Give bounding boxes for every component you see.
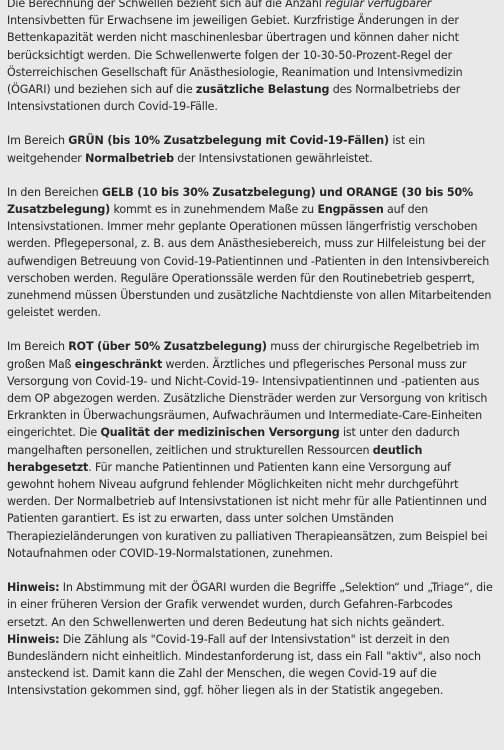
paragraph-green-zone [7,132,494,166]
note-counting [7,631,494,700]
text-segment: GRÜN (bis 10% Zusatzbelegung mit Covid-19-Fällen) [68,134,389,148]
text-segment: zusätzliche Belastung [195,83,330,97]
text-segment: Die Zählung als "Covid-19-Fall auf der Intensivstation" ist derzeit in den Bundesländern nicht einheitlich. Mindestanforderung ist, dass ein Fall "aktiv", also noch ansteckend ist. Damit kann die Zahl der Menschen, die wegen Covid-19 auf die Intensivstation gekommen sind, ggf. höher liegen als in der Statistik angegeben. [7,632,481,698]
text-segment: In Abstimmung mit der ÖGARI wurden die Begriffe „Selektion“ und „Triage“, die in einer früheren Version der Grafik verwendet wurden, durch Gefahren-Farbcodes ersetzt. An den Schwellenwerten und deren Bedeutung hat sich nichts geändert. [7,581,493,629]
text-segment: ist unter den dadurch mangelhaften personellen, zeitlichen und strukturellen Ressourcen [7,426,460,457]
text-segment: . Für manche Patientinnen und Patienten kann eine Versorgung auf gewohnt hohem Niveau aufgrund fehlender Möglichkeiten nicht mehr durchgeführt werden. Der Normalbetrieb auf Intensivstationen ist nicht mehr für alle Patientinnen und Patienten garantiert. Es ist zu erwarten, dass unter solchen Umständen Therapiezieländerungen von kurativen zu palliativen Therapieansätzen, zum Beispiel bei Notaufnahmen oder COVID-19-Normalstationen, zunehmen. [7,460,488,560]
text-segment: In den Bereichen [7,185,102,199]
text-segment: Die Berechnung der Schwellen bezieht sich auf die Anzahl [7,0,326,10]
text-segment: Im Bereich [7,134,69,148]
text-segment: auf den Intensivstationen. Immer mehr geplante Operationen müssen längerfristig verschoben werden. Pflegepersonal, z. B. aus dem Anästhesiebereich, muss zur Hilfeleistung bei der aufwendigen Betreuung von Covid-19-Patientinnen und -Patienten in den Intensivbereich verschoben werden. Reguläre Operationssäle werden für den Routinebetrieb gesperrt, zunehmend müssen Überstunden und zusätzliche Nachtdienste von allen Mitarbeitenden geleistet werden. [7,203,492,320]
text-segment: eingeschränkt [74,357,163,371]
text-segment: kommt es in zunehmendem Maße zu [110,203,318,217]
text-segment: Normalbetrieb [85,151,174,165]
text-segment: Intensivbetten für Erwachsene im jeweiligen Gebiet. Kurzfristige Änderungen in der Bettenkapazität werden nicht maschinenlesbar übertragen und können daher nicht berücksichtigt werden. Die Schwellenwerte folgen der 10-30-50-Prozent-Regel der Österreichischen Gesellschaft für Anästhesiologie, Reanimation und Intensivmedizin (ÖGARI) und beziehen sich auf die [7,14,463,97]
text-segment: Im Bereich [7,340,69,354]
text-segment: regulär verfügbarer [325,0,432,10]
text-segment: ist ein weitgehender [7,134,425,165]
paragraph-red-zone [7,338,494,562]
text-segment: der Intensivstationen gewährleistet. [173,151,373,165]
text-segment: Qualität der medizinischen Versorgung [100,426,340,440]
text-segment: ROT (über 50% Zusatzbelegung) [68,340,267,354]
text-segment: GELB (10 bis 30% Zusatzbelegung) und ORANGE (30 bis 50% Zusatzbelegung) [7,185,474,217]
text-segment: Hinweis: [7,581,60,595]
text-segment: Engpässen [317,203,384,217]
text-segment: deutlich herabgesetzt [7,443,423,474]
text-segment: muss der chirurgische Regelbetrieb im großen Maß [7,340,480,371]
text-segment: werden. Ärztliches und pflegerisches Personal muss zur Versorgung von Covid-19- und Nicht-Covid-19- Intensivpatientinnen und -patienten aus dem OP abgezogen werden. Zusätzliche Diensträder werden zur Versorgung von kritisch Erkrankten in Überwachungsräumen, Aufwachräumen und Intermediate-Care-Einheiten eingerichtet. Die [7,357,488,440]
paragraph-threshold-basis [7,0,494,115]
text-segment: Hinweis: [7,632,60,646]
text-segment: des Normalbetriebs der Intensivstationen durch Covid-19-Fälle. [7,83,461,114]
note-terminology [7,579,494,631]
paragraph-yellow-orange-zone [7,184,494,322]
